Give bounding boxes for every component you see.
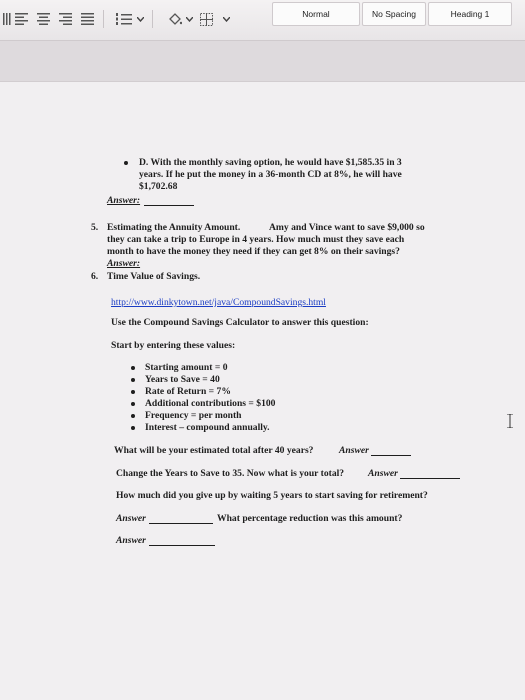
numbered-list-icon[interactable] xyxy=(116,12,132,26)
item-5-title: Estimating the Annuity Amount. xyxy=(107,222,241,233)
answer-label-q3: Answer xyxy=(116,513,146,524)
answer-blank-line[interactable] xyxy=(149,523,213,524)
style-no-spacing[interactable] xyxy=(362,2,426,26)
bullet-dot xyxy=(124,161,128,165)
answer-blank-line[interactable] xyxy=(371,455,411,456)
question-4: What percentage reduction was this amount? xyxy=(217,513,403,524)
question-3: How much did you give up by waiting 5 years to start saving for retirement? xyxy=(116,490,428,501)
style-no-spacing-label: No Spacing xyxy=(372,9,416,19)
item-5-line-2: they can take a trip to Europe in 4 years. How much must they save each xyxy=(107,234,405,245)
borders-icon[interactable] xyxy=(199,12,213,26)
question-2: Change the Years to Save to 35. Now what is your total? xyxy=(116,468,345,479)
item-5-line-3: month to have the money they need if they can get 8% on their savings? xyxy=(107,246,400,257)
answer-label-q1: Answer xyxy=(339,445,369,456)
item-6-number: 6. xyxy=(91,271,99,282)
item-5-line-1: Amy and Vince want to save $9,000 so xyxy=(269,222,425,233)
style-normal[interactable] xyxy=(272,2,360,26)
text-cursor-icon xyxy=(506,414,514,433)
bullet-dot xyxy=(131,426,135,430)
answer-label-d: Answer: xyxy=(107,195,141,206)
ribbon-overflow-icon[interactable] xyxy=(2,12,12,26)
answer-blank-line[interactable] xyxy=(149,545,215,546)
paint-bucket-icon[interactable] xyxy=(168,12,182,26)
style-normal-label: Normal xyxy=(302,9,330,19)
ruler-area xyxy=(0,41,525,82)
bullet-dot xyxy=(131,414,135,418)
style-heading-1-label: Heading 1 xyxy=(450,9,490,19)
answer-label-5: Answer: xyxy=(107,258,141,269)
answer-blank-line[interactable] xyxy=(400,478,460,479)
compound-savings-link[interactable]: http://www.dinkytown.net/java/CompoundSavings.html xyxy=(111,297,326,308)
value-starting-amount: Starting amount = 0 xyxy=(145,362,228,373)
item-5-number: 5. xyxy=(91,222,99,233)
answer-label-q2: Answer xyxy=(368,468,398,479)
answer-blank-line[interactable] xyxy=(144,205,194,206)
bullet-dot xyxy=(131,402,135,406)
bullet-dot xyxy=(131,390,135,394)
dropdown-chevron-icon[interactable] xyxy=(136,12,144,26)
question-1: What will be your estimated total after 40 years? xyxy=(114,445,314,456)
document-page[interactable] xyxy=(0,82,525,700)
item-6-title: Time Value of Savings. xyxy=(107,271,201,282)
dropdown-chevron-icon[interactable] xyxy=(185,12,193,26)
start-text: Start by entering these values: xyxy=(111,340,236,351)
toolbar-separator xyxy=(152,10,153,28)
d-bullet-line-1: D. With the monthly saving option, he would have $1,585.35 in 3 xyxy=(139,157,402,168)
answer-label-q4: Answer xyxy=(116,535,146,546)
value-interest: Interest – compound annually. xyxy=(145,422,270,433)
instruction-text: Use the Compound Savings Calculator to answer this question: xyxy=(111,317,369,328)
value-additional-contributions: Additional contributions = $100 xyxy=(145,398,276,409)
justify-icon[interactable] xyxy=(80,12,94,26)
style-heading-1[interactable] xyxy=(428,2,512,26)
align-right-icon[interactable] xyxy=(58,12,72,26)
dropdown-chevron-icon[interactable] xyxy=(222,12,230,26)
toolbar-separator xyxy=(103,10,104,28)
align-left-icon[interactable] xyxy=(14,12,28,26)
value-frequency: Frequency = per month xyxy=(145,410,242,421)
document-body xyxy=(0,82,525,700)
value-rate-of-return: Rate of Return = 7% xyxy=(145,386,231,397)
d-bullet-line-3: $1,702.68 xyxy=(139,181,178,192)
ribbon-toolbar xyxy=(0,0,525,41)
value-years-to-save: Years to Save = 40 xyxy=(145,374,220,385)
d-bullet-line-2: years. If he put the money in a 36-month CD at 8%, he will have xyxy=(139,169,402,180)
align-center-icon[interactable] xyxy=(36,12,50,26)
bullet-dot xyxy=(131,366,135,370)
bullet-dot xyxy=(131,378,135,382)
